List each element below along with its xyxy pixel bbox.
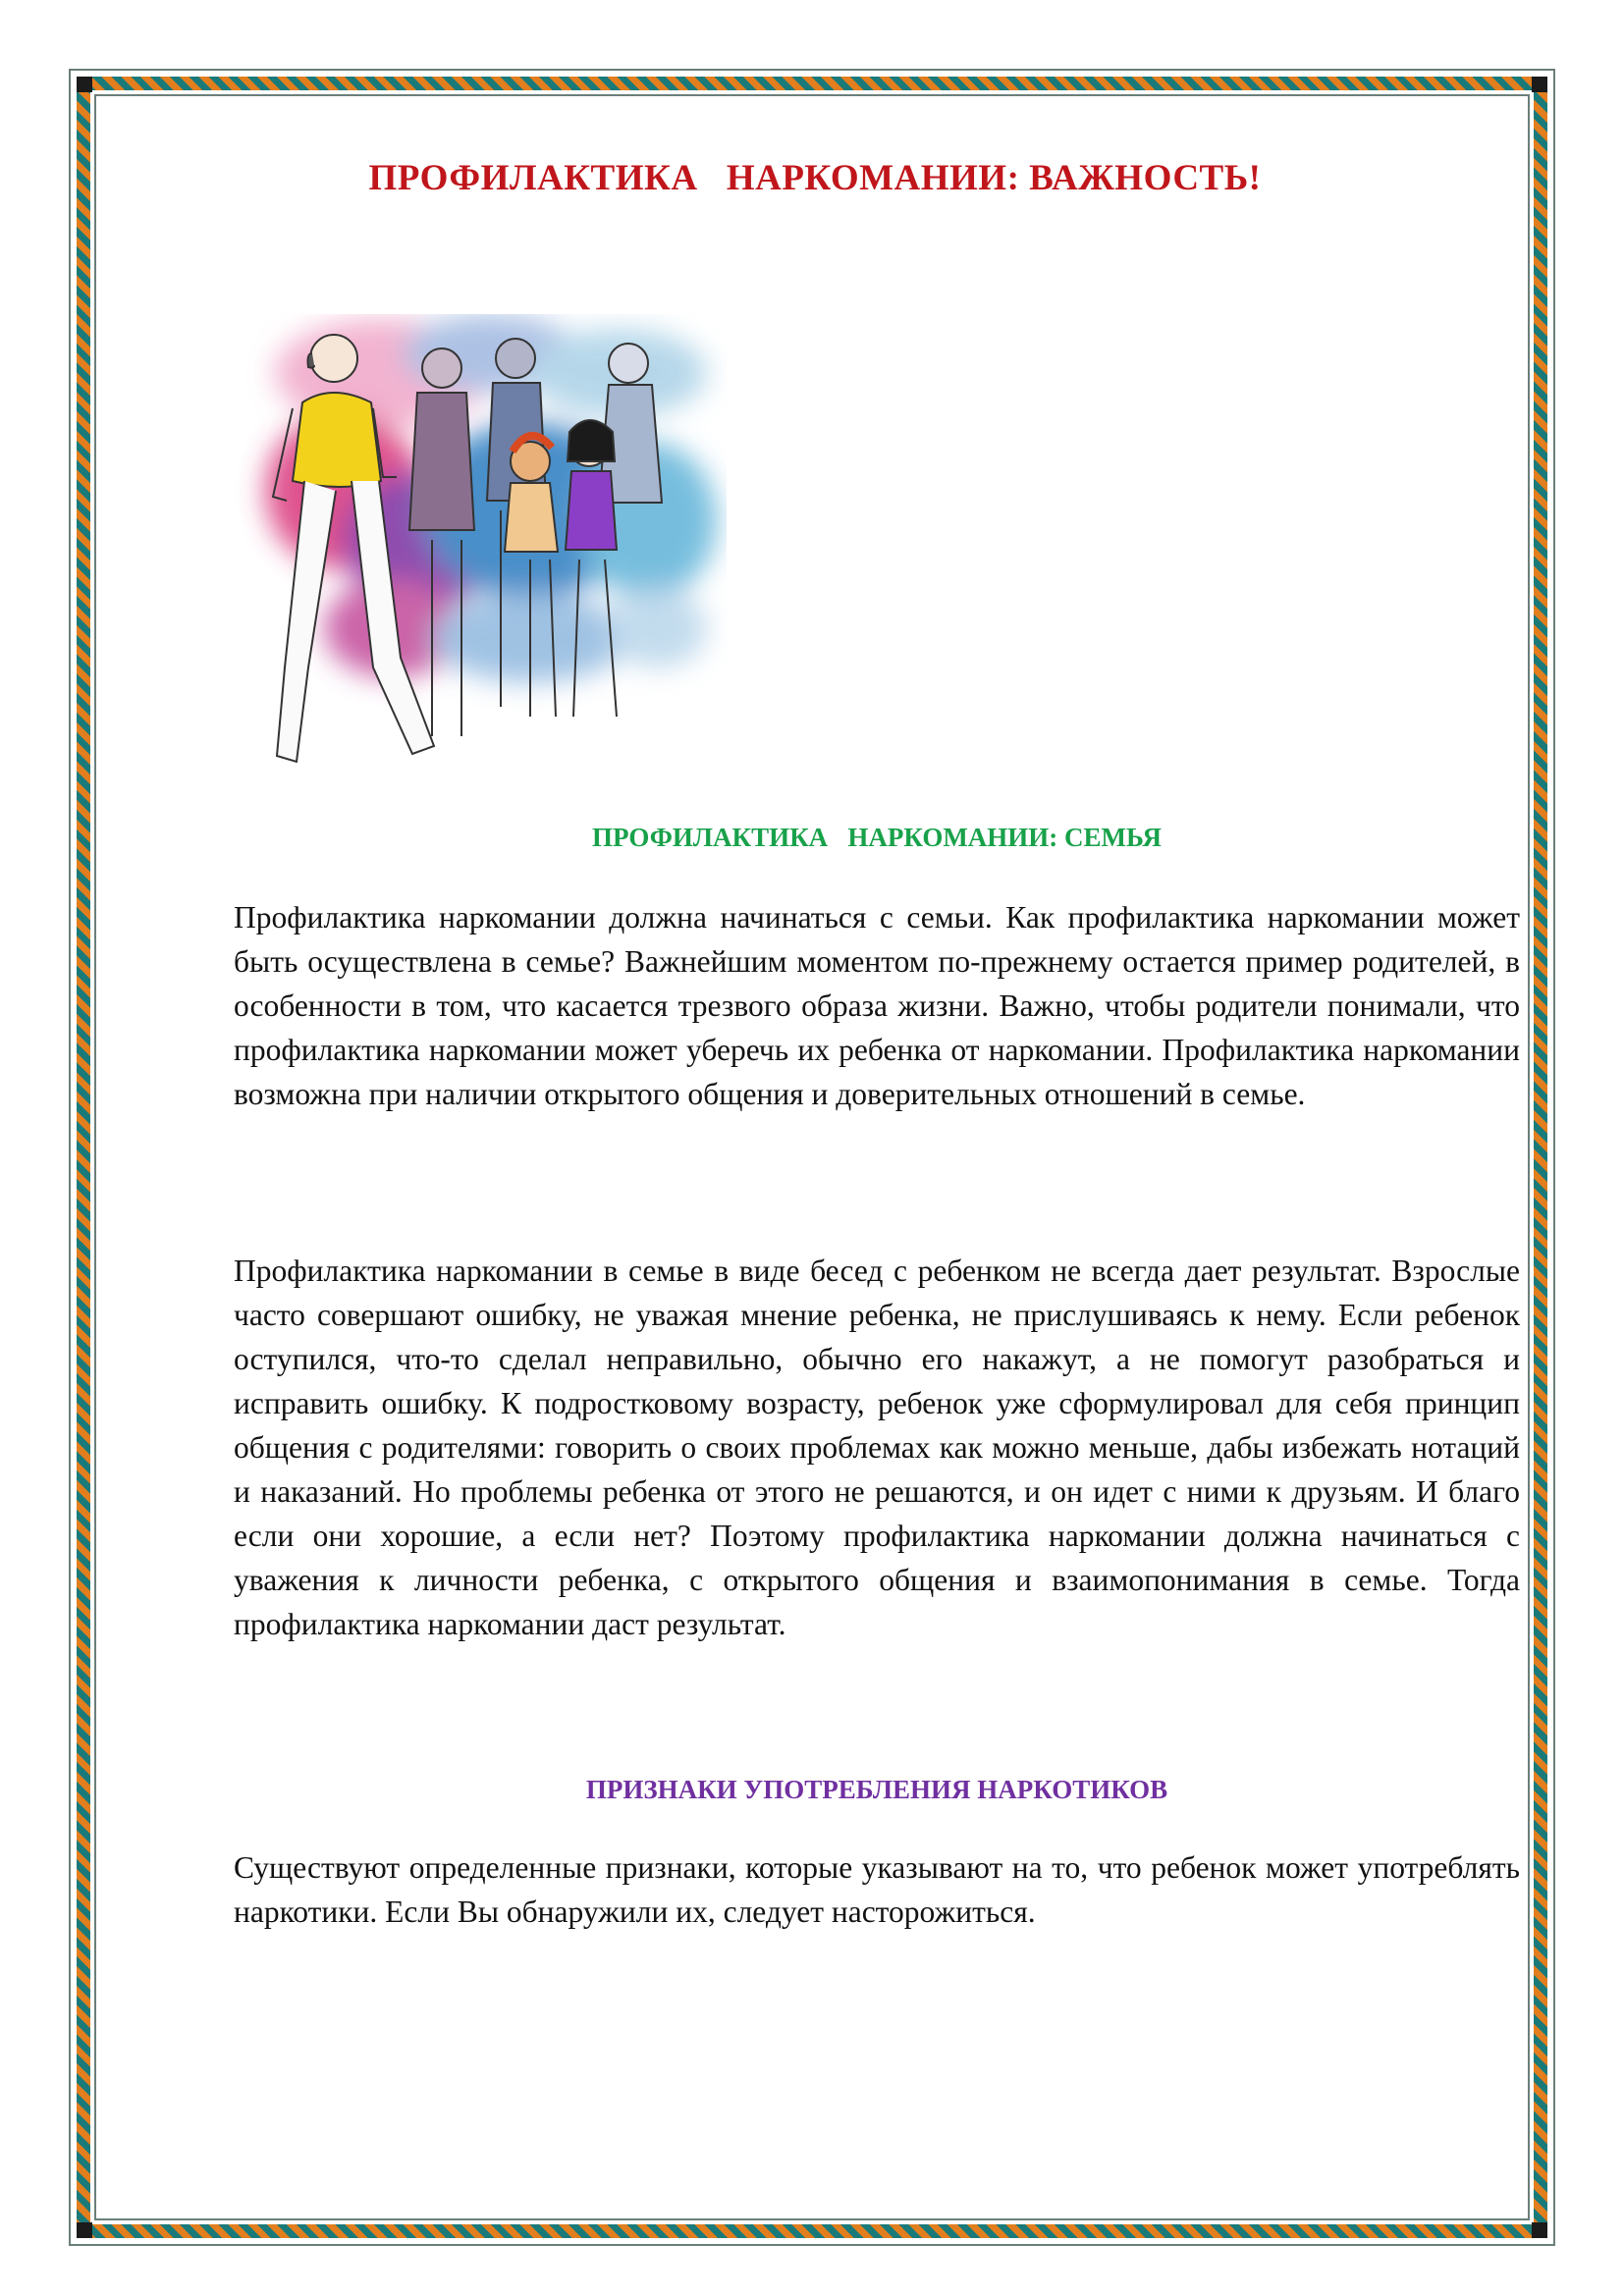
corner-bottom-left xyxy=(77,2222,92,2238)
document-title: ПРОФИЛАКТИКА НАРКОМАНИИ: ВАЖНОСТЬ! xyxy=(368,158,1262,198)
corner-top-left xyxy=(77,77,92,92)
corner-bottom-right xyxy=(1532,2222,1547,2238)
paragraph-family-2: Профилактика наркомании в семье в виде бесед с ребенком не всегда дает результат. Взрослые часто совершают ошибку, не уважая мнение ребенка, не прислушиваясь к нему. Если ребенок оступился, что-то сделал неправильно, обычно его накажут, а не помогут разобраться и исправить ошибку. К подростковому возрасту, ребенок уже сформулировал для себя принцип общения с родителями: говорить о своих проблемах как можно меньше, дабы избежать нотаций и наказаний. Но проблемы ребенка от этого не решаются, и он идет с ними к друзьям. И благо если они хорошие, а если нет? Поэтому профилактика наркомании должна начинаться с уважения к личности ребенка, с открытого общения и взаимопонимания в семье. Тогда профилактика наркомании даст результат. xyxy=(234,1254,1520,1641)
teenagers-illustration xyxy=(236,314,727,785)
paragraph-family-1: Профилактика наркомании должна начинаться с семьи. Как профилактика наркомании может быть осуществлена в семье? Важнейшим моментом по-прежнему остается пример родителей, в особенности в том, что касается трезвого образа жизни. Важно, чтобы родители понимали, что профилактика наркомании может уберечь их ребенка от наркомании. Профилактика наркомании возможна при наличии открытого общения и доверительных отношений в семье. xyxy=(234,900,1520,1111)
section-heading-family: ПРОФИЛАКТИКА НАРКОМАНИИ: СЕМЬЯ xyxy=(592,823,1162,852)
paragraph-signs-1: Существуют определенные признаки, которые указывают на то, что ребенок может употреблять наркотики. Если Вы обнаружили их, следует насторожиться. xyxy=(234,1850,1520,1929)
corner-top-right xyxy=(1532,77,1547,92)
section-heading-signs: ПРИЗНАКИ УПОТРЕБЛЕНИЯ НАРКОТИКОВ xyxy=(585,1775,1168,1804)
